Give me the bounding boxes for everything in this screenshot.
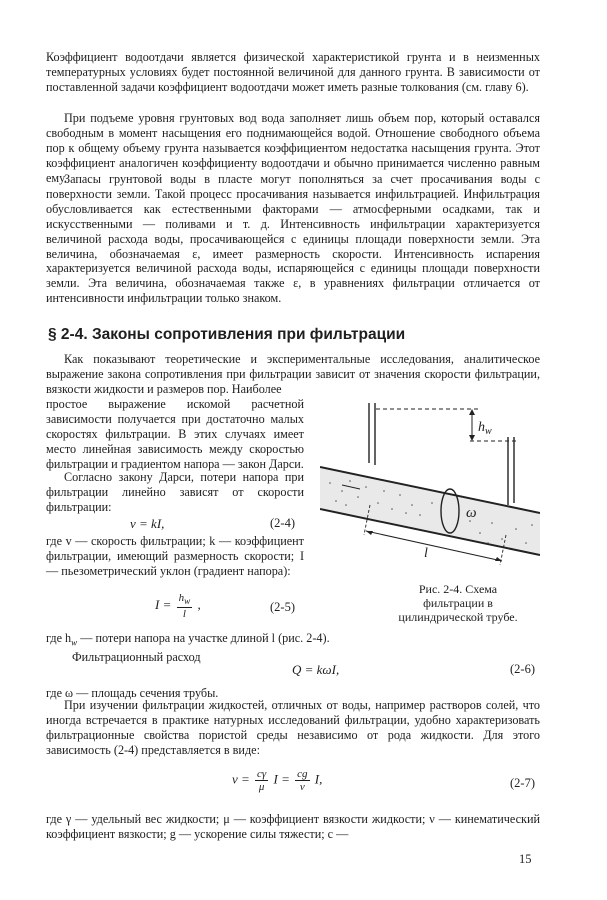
paragraph-darcy-law-intro: простое выражение искомой расчетной зависимости получается при достаточно малых скоростях фильтрации. В этих случаях имеет место линейная зависимость между скоростью фильтрации и градиентом напора — закон Дарси. <box>46 397 304 471</box>
page-number: 15 <box>519 852 532 866</box>
label-hw: $h_w$ <box>478 420 492 437</box>
figure-darcy-tube <box>320 395 540 580</box>
equation-2-5: I = $\frac{h_w}{l}$ , <box>155 592 201 621</box>
tube-porous-fill <box>320 467 540 555</box>
equation-2-6-number: (2-6) <box>510 662 535 676</box>
figure-caption: Рис. 2-4. Схема фильтрации в цилиндрической трубе. <box>398 582 518 624</box>
label-l: l <box>424 546 428 561</box>
paragraph-darcy-variables: где v — скорость фильтрации; k — коэффициент фильтрации, имеющий размерность скорости; I — пьезометрический уклон (градиент напора): <box>46 534 304 578</box>
equation-2-4-number: (2-4) <box>270 516 295 530</box>
equation-2-5-number: (2-5) <box>270 600 295 614</box>
paragraph-non-water-fluids: При изучении фильтрации жидкостей, отличных от воды, например растворов солей, что иногда встречается в практике натурных исследований фильтрации, удобно характеризовать фильтрационные свойства пористой среды независимо от рода жидкости. Для этого зависимость (2-4) представляется в виде: <box>46 698 540 757</box>
paragraph-pipe-area: где ω — площадь сечения трубы. <box>46 686 219 700</box>
section-heading: § 2-4. Законы сопротивления при фильтрации <box>48 326 406 343</box>
paragraph-saturation-deficit: При подъеме уровня грунтовых вод вода заполняет лишь объем пор, который оставался свободным в момент насыщения его поднимающейся водой. Отношение свободного объема пор к общему объему грунта называется коэффициентом недостатка насыщения грунта. Этот коэффициент аналогичен коэффициенту водоотдачи и обычно принимается численно равным ему. <box>46 111 540 185</box>
label-omega: ω <box>466 505 477 521</box>
equation-2-6: Q = kωI, <box>292 662 340 677</box>
equation-2-4-formula: v = kI, <box>130 516 165 531</box>
paragraph-water-yield: Коэффициент водоотдачи является физической характеристикой грунта и в неизменных температурных условиях будет постоянной величиной для данного грунта. В зависимости от поставленной задачи коэффициент водоотдачи может иметь разные толкования (см. главу 6). <box>46 50 540 94</box>
paragraph-resistance-law-intro: Как показывают теоретические и экспериментальные исследования, аналитическое выражение закона сопротивления при фильтрации зависит от значения скорости фильтрации, вязкости жидкости и размеров пор. Наиболее <box>46 352 540 396</box>
equation-2-7: v = $\frac{c\gamma}{\mu}$ I = $\frac{cg}{\nu}$ I, <box>232 768 323 793</box>
paragraph-darcy-statement: Согласно закону Дарси, потери напора при фильтрации линейно зависят от скорости фильтрации: <box>46 470 304 514</box>
equation-2-4 <box>130 516 164 531</box>
paragraph-head-loss: где $h_w$ — потери напора на участке длиной l (рис. 2-4). Фильтрационный расход <box>46 631 330 665</box>
paragraph-infiltration: Запасы грунтовой воды в пласте могут пополняться за счет просачивания воды с поверхности земли. Такой процесс просачивания называется инфильтрацией. Инфильтрация обусловливается как естественными факторами — атмосферными осадками, так и искусственными — поливами и т. д. Интенсивность инфильтрации характеризуется величиной расхода воды, просачивающейся с единицы площади поверхности земли. Эта величина, обозначаемая ε, имеет размерность скорости. Интенсивность испарения характеризуется величиной расхода воды, испаряющейся с единицы площади поверхности земли. Эта величина, обозначаемая также ε, в уравнениях фильтрации отличается от интенсивности инфильтрации только знаком. <box>46 172 540 306</box>
fraction-hw-over-l: $\frac{h_w}{l}$ <box>178 592 191 621</box>
equation-2-7-number: (2-7) <box>510 776 535 790</box>
paragraph-variable-definitions: где γ — удельный вес жидкости; μ — коэффициент вязкости жидкости; ν — кинематический коэффициент вязкости; g — ускорение силы тяжести; c — <box>46 812 540 841</box>
